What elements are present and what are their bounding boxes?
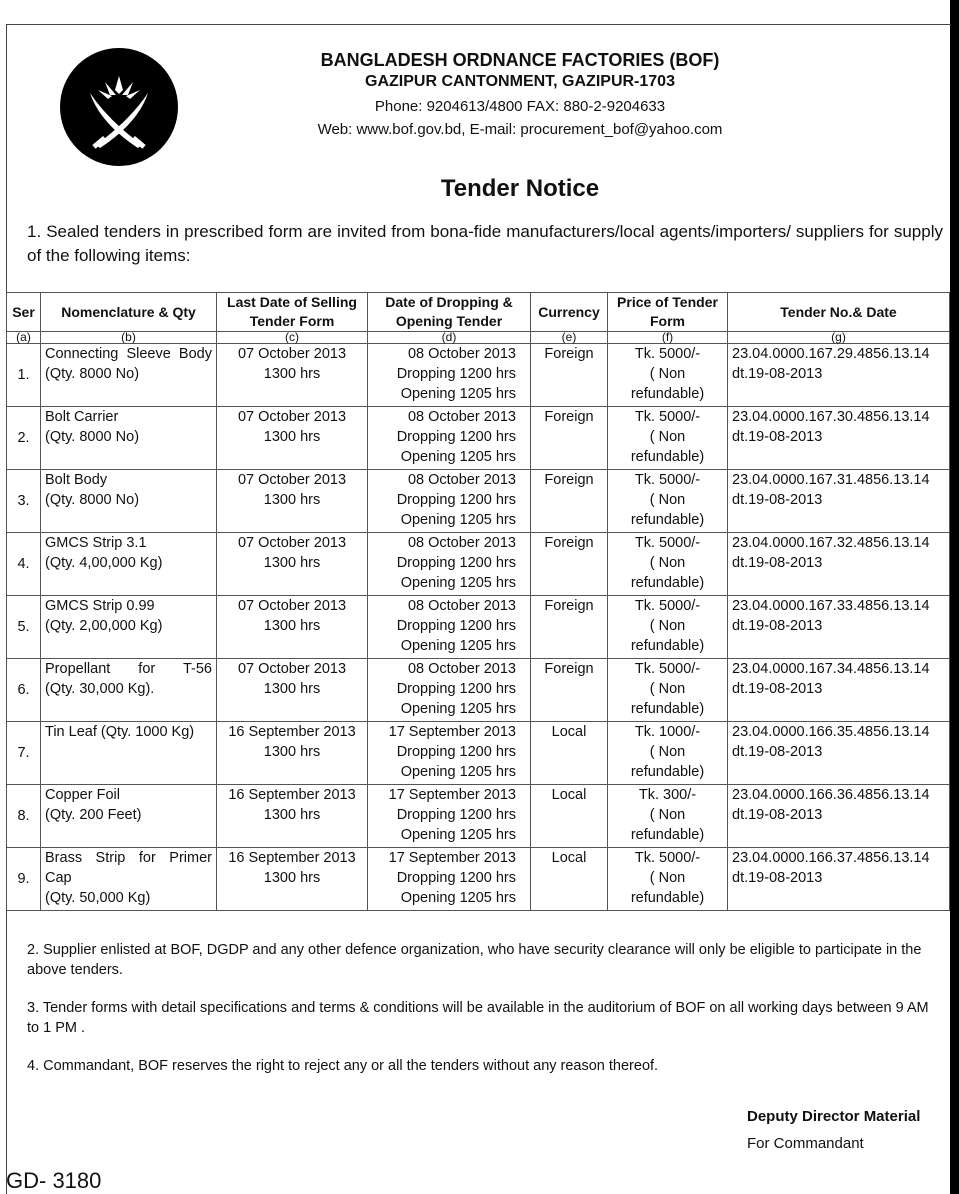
price-cell — [608, 722, 728, 785]
scan-edge — [950, 0, 959, 1194]
selling-date-cell-line: 1300 hrs — [263, 870, 321, 886]
column-label: (b) — [41, 332, 217, 344]
signatory-subtitle: For Commandant — [747, 1135, 864, 1152]
tender-no-cell-line: 23.04.0000.167.30.4856.13.14 — [732, 409, 930, 425]
org-phone: Phone: 9204613/4800 FAX: 880-2-9204633 — [374, 98, 666, 115]
tender-no-cell-line: dt.19-08-2013 — [732, 555, 823, 571]
column-label: (d) — [368, 332, 531, 344]
table-row — [7, 596, 950, 659]
price-cell-line: Tk. 5000/- — [634, 850, 701, 866]
dropping-date-cell-line: 08 October 2013 — [407, 535, 516, 551]
dropping-date-cell-line: 08 October 2013 — [407, 409, 516, 425]
dropping-date-cell-line: Dropping 1200 hrs — [396, 681, 516, 697]
tender-no-cell-line: 23.04.0000.166.35.4856.13.14 — [732, 724, 930, 740]
dropping-date-cell-line: Opening 1205 hrs — [400, 701, 516, 717]
currency-cell: Local — [531, 785, 608, 848]
price-cell-line: Tk. 5000/- — [634, 598, 701, 614]
document-code: GD- 3180 — [6, 1168, 102, 1193]
selling-date-cell — [217, 533, 368, 596]
tender-table — [6, 292, 950, 911]
selling-date-cell — [217, 470, 368, 533]
tender-no-cell-line: dt.19-08-2013 — [732, 870, 823, 886]
currency-cell: Foreign — [531, 344, 608, 407]
tender-no-cell-line: dt.19-08-2013 — [732, 429, 823, 445]
dropping-date-cell-line: 08 October 2013 — [407, 346, 516, 362]
tender-no-cell-line: dt.19-08-2013 — [732, 618, 823, 634]
dropping-date-cell-line: Opening 1205 hrs — [400, 512, 516, 528]
dropping-date-cell-line: Dropping 1200 hrs — [396, 807, 516, 823]
price-cell-line: Tk. 5000/- — [634, 409, 701, 425]
dropping-date-cell-line: 08 October 2013 — [407, 472, 516, 488]
selling-date-cell-line: 1300 hrs — [263, 681, 321, 697]
tender-no-cell-line: 23.04.0000.167.31.4856.13.14 — [732, 472, 930, 488]
selling-date-cell-line: 1300 hrs — [263, 807, 321, 823]
nomenclature-cell-line: Propellant for T-56 — [45, 661, 212, 677]
column-header: Price of Tender Form — [608, 293, 728, 332]
dropping-date-cell-line: Dropping 1200 hrs — [396, 366, 516, 382]
serial-cell: 9. — [7, 848, 41, 911]
nomenclature-cell-line: Connecting Sleeve Body — [45, 346, 212, 362]
nomenclature-cell-line: (Qty. 50,000 Kg) — [45, 890, 151, 906]
nomenclature-cell — [41, 407, 217, 470]
table-row — [7, 659, 950, 722]
tender-no-cell-line: dt.19-08-2013 — [732, 744, 823, 760]
dropping-date-cell-line: 17 September 2013 — [388, 724, 516, 740]
nomenclature-cell — [41, 344, 217, 407]
selling-date-cell-line: 1300 hrs — [263, 429, 321, 445]
price-cell-line: Tk. 5000/- — [634, 472, 701, 488]
currency-cell: Foreign — [531, 470, 608, 533]
dropping-date-cell-line: Opening 1205 hrs — [400, 638, 516, 654]
dropping-date-cell — [368, 848, 531, 911]
serial-cell: 5. — [7, 596, 41, 659]
selling-date-cell-line: 16 September 2013 — [228, 850, 356, 866]
org-address: GAZIPUR CANTONMENT, GAZIPUR-1703 — [365, 73, 675, 90]
nomenclature-cell-line: (Qty. 30,000 Kg). — [45, 681, 155, 697]
tender-no-cell-line: 23.04.0000.166.37.4856.13.14 — [732, 850, 930, 866]
column-header: Last Date of Selling Tender Form — [217, 293, 368, 332]
nomenclature-cell-line: Copper Foil — [45, 787, 120, 803]
selling-date-cell-line: 07 October 2013 — [237, 409, 347, 425]
paragraph-1: 1. Sealed tenders in prescribed form are invited from bona-fide manufacturers/local agents/importers/ suppliers for supply of the following items: — [27, 222, 943, 265]
nomenclature-cell — [41, 596, 217, 659]
table-row — [7, 533, 950, 596]
selling-date-cell-line: 16 September 2013 — [228, 787, 356, 803]
tender-no-cell-line: 23.04.0000.167.34.4856.13.14 — [732, 661, 930, 677]
dropping-date-cell — [368, 722, 531, 785]
nomenclature-cell — [41, 785, 217, 848]
table-row — [7, 407, 950, 470]
tender-no-cell-line: 23.04.0000.166.36.4856.13.14 — [732, 787, 930, 803]
serial-cell: 8. — [7, 785, 41, 848]
tender-no-cell — [728, 848, 950, 911]
nomenclature-cell-line: (Qty. 8000 No) — [45, 492, 140, 508]
paragraph-2: 2. Supplier enlisted at BOF, DGDP and any other defence organization, who have security clearance will only be eligible to participate in the above tenders. — [27, 942, 922, 978]
price-cell-line: ( Non — [649, 618, 686, 634]
dropping-date-cell — [368, 596, 531, 659]
selling-date-cell-line: 1300 hrs — [263, 555, 321, 571]
price-cell-line: ( Non — [649, 807, 686, 823]
column-header: Ser — [7, 293, 41, 332]
serial-cell: 2. — [7, 407, 41, 470]
column-label: (f) — [608, 332, 728, 344]
paragraph-4: 4. Commandant, BOF reserves the right to reject any or all the tenders without any reason thereof. — [27, 1058, 659, 1074]
dropping-date-cell-line: Opening 1205 hrs — [400, 827, 516, 843]
price-cell-line: ( Non — [649, 429, 686, 445]
price-cell-line: Tk. 300/- — [638, 787, 697, 803]
page-title: Tender Notice — [440, 175, 600, 202]
dropping-date-cell — [368, 344, 531, 407]
column-header: Currency — [531, 293, 608, 332]
dropping-date-cell-line: Dropping 1200 hrs — [396, 429, 516, 445]
price-cell-line: ( Non — [649, 681, 686, 697]
price-cell-line: refundable) — [630, 575, 705, 591]
currency-cell: Foreign — [531, 659, 608, 722]
selling-date-cell — [217, 407, 368, 470]
price-cell — [608, 344, 728, 407]
price-cell — [608, 533, 728, 596]
tender-no-cell — [728, 470, 950, 533]
dropping-date-cell-line: Opening 1205 hrs — [400, 575, 516, 591]
price-cell-line: ( Non — [649, 555, 686, 571]
selling-date-cell-line: 07 October 2013 — [237, 472, 347, 488]
tender-no-cell-line: 23.04.0000.167.32.4856.13.14 — [732, 535, 930, 551]
paragraph-3: 3. Tender forms with detail specifications and terms & conditions will be available in the auditorium of BOF on all working days between 9 AM to 1 PM . — [27, 1000, 929, 1036]
price-cell — [608, 470, 728, 533]
dropping-date-cell-line: Opening 1205 hrs — [400, 449, 516, 465]
nomenclature-cell-line: Bolt Body — [45, 472, 108, 488]
dropping-date-cell-line: Opening 1205 hrs — [400, 386, 516, 402]
table-header-row — [7, 293, 950, 332]
selling-date-cell — [217, 344, 368, 407]
tender-no-cell-line: dt.19-08-2013 — [732, 807, 823, 823]
bof-logo — [60, 48, 178, 166]
tender-no-cell — [728, 785, 950, 848]
dropping-date-cell-line: 08 October 2013 — [407, 661, 516, 677]
tender-no-cell — [728, 722, 950, 785]
selling-date-cell-line: 1300 hrs — [263, 492, 321, 508]
tender-no-cell-line: 23.04.0000.167.33.4856.13.14 — [732, 598, 930, 614]
dropping-date-cell — [368, 785, 531, 848]
price-cell — [608, 407, 728, 470]
dropping-date-cell-line: Dropping 1200 hrs — [396, 870, 516, 886]
price-cell-line: refundable) — [630, 449, 705, 465]
tender-no-cell-line: dt.19-08-2013 — [732, 681, 823, 697]
selling-date-cell — [217, 659, 368, 722]
column-label: (c) — [217, 332, 368, 344]
price-cell-line: Tk. 5000/- — [634, 661, 701, 677]
table-row — [7, 470, 950, 533]
nomenclature-cell — [41, 848, 217, 911]
table-row — [7, 344, 950, 407]
serial-cell: 4. — [7, 533, 41, 596]
nomenclature-cell-line: Brass Strip for Primer Cap — [45, 850, 212, 886]
dropping-date-cell — [368, 659, 531, 722]
selling-date-cell — [217, 722, 368, 785]
dropping-date-cell — [368, 407, 531, 470]
dropping-date-cell-line: Dropping 1200 hrs — [396, 555, 516, 571]
currency-cell: Foreign — [531, 596, 608, 659]
selling-date-cell-line: 07 October 2013 — [237, 346, 347, 362]
nomenclature-cell-line: (Qty. 2,00,000 Kg) — [45, 618, 163, 634]
tender-no-cell — [728, 407, 950, 470]
price-cell — [608, 848, 728, 911]
dropping-date-cell-line: 08 October 2013 — [407, 598, 516, 614]
selling-date-cell — [217, 785, 368, 848]
tender-no-cell-line: dt.19-08-2013 — [732, 492, 823, 508]
serial-cell: 3. — [7, 470, 41, 533]
price-cell-line: refundable) — [630, 827, 705, 843]
tender-no-cell — [728, 596, 950, 659]
currency-cell: Local — [531, 722, 608, 785]
dropping-date-cell-line: Dropping 1200 hrs — [396, 618, 516, 634]
column-header: Nomenclature & Qty — [41, 293, 217, 332]
selling-date-cell-line: 16 September 2013 — [228, 724, 356, 740]
price-cell — [608, 596, 728, 659]
currency-cell: Foreign — [531, 407, 608, 470]
price-cell-line: Tk. 5000/- — [634, 346, 701, 362]
column-label: (a) — [7, 332, 41, 344]
table-row — [7, 785, 950, 848]
table-row — [7, 722, 950, 785]
currency-cell: Foreign — [531, 533, 608, 596]
nomenclature-cell-line: Bolt Carrier — [45, 409, 119, 425]
selling-date-cell-line: 07 October 2013 — [237, 535, 347, 551]
currency-cell: Local — [531, 848, 608, 911]
column-label: (e) — [531, 332, 608, 344]
tender-no-cell — [728, 533, 950, 596]
price-cell — [608, 785, 728, 848]
table-row — [7, 848, 950, 911]
nomenclature-cell-line: GMCS Strip 3.1 — [45, 535, 147, 551]
nomenclature-cell — [41, 470, 217, 533]
price-cell-line: Tk. 1000/- — [634, 724, 701, 740]
serial-cell: 1. — [7, 344, 41, 407]
price-cell-line: ( Non — [649, 366, 686, 382]
dropping-date-cell-line: Opening 1205 hrs — [400, 890, 516, 906]
tender-no-cell-line: 23.04.0000.167.29.4856.13.14 — [732, 346, 930, 362]
dropping-date-cell-line: Opening 1205 hrs — [400, 764, 516, 780]
dropping-date-cell-line: Dropping 1200 hrs — [396, 744, 516, 760]
tender-no-cell-line: dt.19-08-2013 — [732, 366, 823, 382]
selling-date-cell — [217, 596, 368, 659]
column-header: Date of Dropping & Opening Tender — [368, 293, 531, 332]
selling-date-cell-line: 1300 hrs — [263, 366, 321, 382]
tender-no-cell — [728, 659, 950, 722]
serial-cell: 6. — [7, 659, 41, 722]
dropping-date-cell — [368, 533, 531, 596]
nomenclature-cell — [41, 533, 217, 596]
price-cell-line: refundable) — [630, 764, 705, 780]
selling-date-cell-line: 1300 hrs — [263, 744, 321, 760]
price-cell — [608, 659, 728, 722]
price-cell-line: ( Non — [649, 870, 686, 886]
org-name: BANGLADESH ORDNANCE FACTORIES (BOF) — [320, 50, 720, 70]
dropping-date-cell-line: Dropping 1200 hrs — [396, 492, 516, 508]
price-cell-line: Tk. 5000/- — [634, 535, 701, 551]
price-cell-line: ( Non — [649, 492, 686, 508]
dropping-date-cell-line: 17 September 2013 — [388, 787, 516, 803]
nomenclature-cell-line: GMCS Strip 0.99 — [45, 598, 155, 614]
column-label: (g) — [728, 332, 950, 344]
dropping-date-cell — [368, 470, 531, 533]
selling-date-cell-line: 07 October 2013 — [237, 661, 347, 677]
table-label-row — [7, 332, 950, 344]
price-cell-line: refundable) — [630, 512, 705, 528]
price-cell-line: refundable) — [630, 638, 705, 654]
dropping-date-cell-line: 17 September 2013 — [388, 850, 516, 866]
nomenclature-cell-line: (Qty. 8000 No) — [45, 366, 140, 382]
nomenclature-cell-line: (Qty. 8000 No) — [45, 429, 140, 445]
column-header: Tender No.& Date — [728, 293, 950, 332]
signatory-title: Deputy Director Material — [747, 1108, 921, 1125]
serial-cell: 7. — [7, 722, 41, 785]
price-cell-line: refundable) — [630, 890, 705, 906]
nomenclature-cell-line: (Qty. 200 Feet) — [45, 807, 142, 823]
tender-no-cell — [728, 344, 950, 407]
selling-date-cell-line: 1300 hrs — [263, 618, 321, 634]
price-cell-line: ( Non — [649, 744, 686, 760]
selling-date-cell-line: 07 October 2013 — [237, 598, 347, 614]
nomenclature-cell-line: (Qty. 4,00,000 Kg) — [45, 555, 163, 571]
nomenclature-cell-line: Tin Leaf (Qty. 1000 Kg) — [45, 724, 195, 740]
selling-date-cell — [217, 848, 368, 911]
nomenclature-cell — [41, 722, 217, 785]
nomenclature-cell — [41, 659, 217, 722]
price-cell-line: refundable) — [630, 701, 705, 717]
org-web: Web: www.bof.gov.bd, E-mail: procurement_bof@yahoo.com — [317, 121, 723, 138]
price-cell-line: refundable) — [630, 386, 705, 402]
